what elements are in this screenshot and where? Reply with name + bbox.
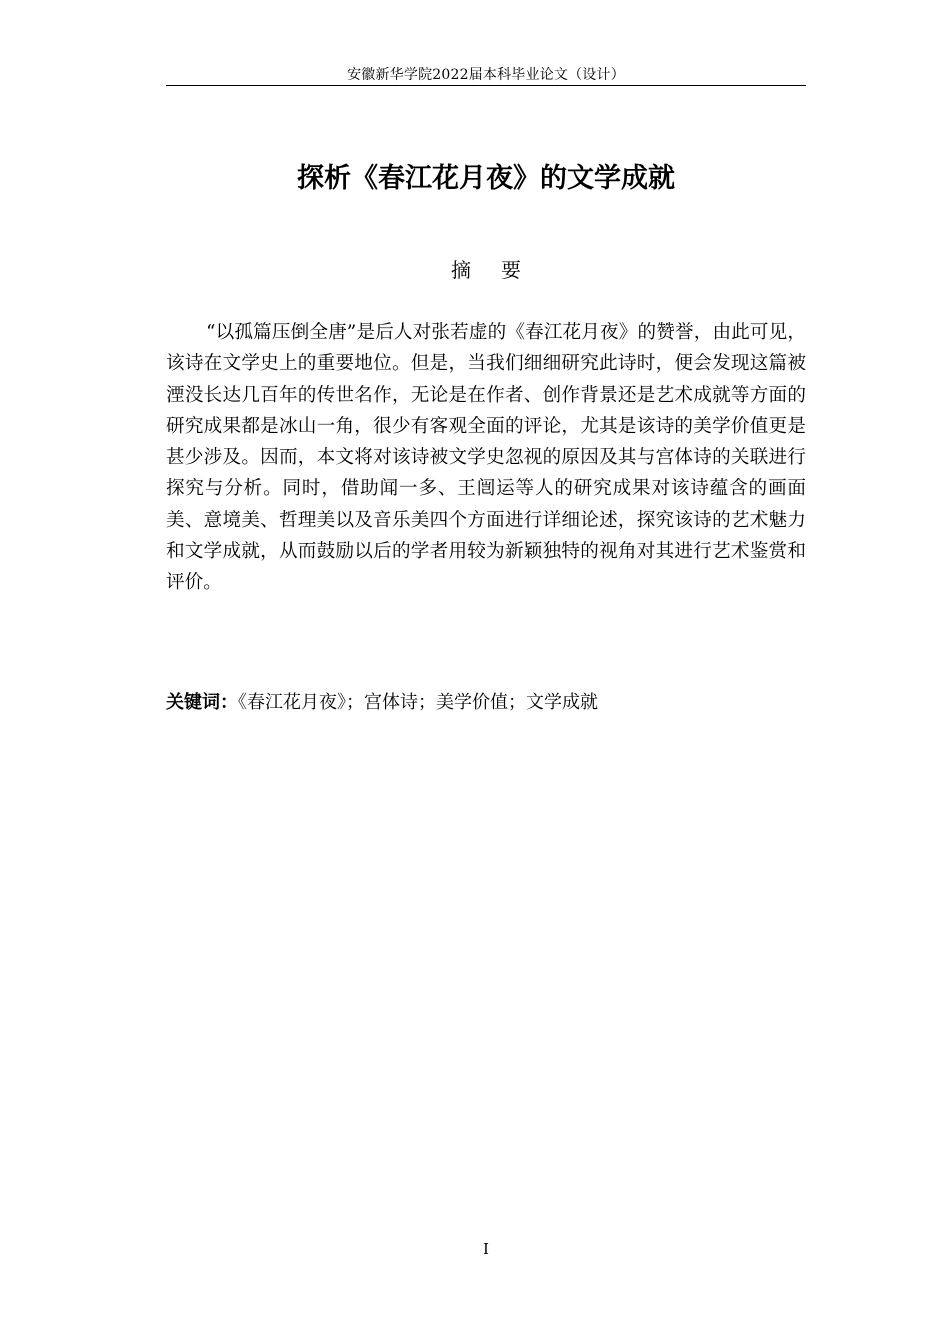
paper-title: 探析《春江花月夜》的文学成就 xyxy=(297,163,675,194)
keywords-line xyxy=(166,688,806,718)
abstract-body: “以孤篇压倒全唐”是后人对张若虚的《春江花月夜》的赞誉，由此可见，该诗在文学史上的重要地位。但是，当我们细细研究此诗时，便会发现这篇被湮没长达几百年的传世名作，无论是在作者、创作背景还是艺术成就等方面的研究成果都是冰山一角，很少有客观全面的评论，尤其是该诗的美学价值更是甚少涉及。因而，本文将对该诗被文学史忽视的原因及其与宫体诗的关联进行探究与分析。同时，借助闻一多、王闿运等人的研究成果对该诗蕴含的画面美、意境美、哲理美以及音乐美四个方面进行详细论述，探究该诗的艺术魅力和文学成就，从而鼓励以后的学者用较为新颖独特的视角对其进行艺术鉴赏和评价。 xyxy=(166,322,806,594)
page-number: I xyxy=(483,1240,489,1258)
header-rule xyxy=(166,85,806,86)
running-header: 安徽新华学院2022届本科毕业论文（设计） xyxy=(347,67,625,83)
keywords-value: 《春江花月夜》；宫体诗；美学价值；文学成就 xyxy=(238,692,598,713)
keywords-label: 关键词： xyxy=(166,692,238,713)
abstract-heading: 摘要 xyxy=(451,258,551,282)
